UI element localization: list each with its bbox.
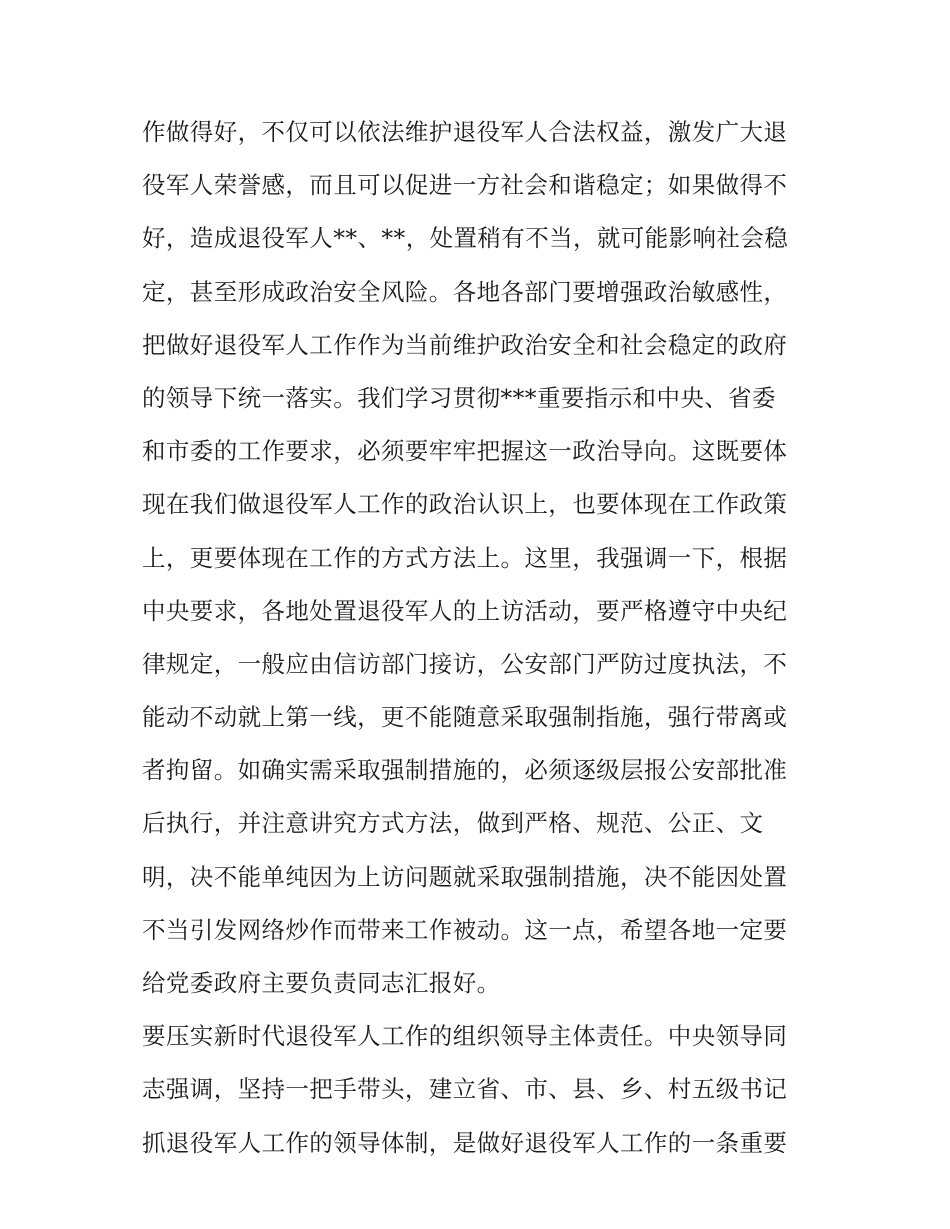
text-line: 抓退役军人工作的领导体制，是做好退役军人工作的一条重要 (142, 1128, 788, 1157)
text-line: 的领导下统一落实。我们学习贯彻***重要指示和中央、省委 (142, 383, 776, 412)
text-line: 和市委的工作要求，必须要牢牢把握这一政治导向。这既要体 (142, 437, 788, 466)
text-line: 志强调，坚持一把手带头，建立省、市、县、乡、村五级书记 (142, 1075, 788, 1104)
text-line: 役军人荣誉感，而且可以促进一方社会和谐稳定；如果做得不 (142, 171, 788, 200)
document-body (142, 106, 822, 1170)
text-line: 现在我们做退役军人工作的政治认识上，也要体现在工作政策 (142, 490, 788, 519)
text-line: 定，甚至形成政治安全风险。各地各部门要增强政治敏感性， (142, 277, 788, 306)
text-line: 者拘留。如确实需采取强制措施的，必须逐级层报公安部批准 (142, 756, 788, 785)
text-line: 中央要求，各地处置退役军人的上访活动，要严格遵守中央纪 (142, 596, 788, 625)
text-line: 给党委政府主要负责同志汇报好。 (142, 969, 501, 997)
text-line: 能动不动就上第一线，更不能随意采取强制指施，强行带离或 (142, 703, 788, 732)
text-line: 把做好退役军人工作作为当前维护政治安全和社会稳定的政府 (142, 330, 788, 359)
text-line: 不当引发网络炒作而带来工作被动。这一点，希望各地一定要 (142, 915, 788, 944)
text-line: 明，决不能单纯因为上访问题就采取强制措施，决不能因处置 (142, 862, 788, 891)
text-line: 好，造成退役军人**、**，处置稍有不当，就可能影响社会稳 (142, 224, 789, 253)
text-line: 要压实新时代退役军人工作的组织领导主体责任。中央领导同 (142, 1022, 788, 1051)
text-line: 作做得好，不仅可以依法维护退役军人合法权益，激发广大退 (142, 118, 788, 146)
text-line: 律规定，一般应由信访部门接访，公安部门严防过度执法，不 (142, 649, 788, 678)
text-line: 上，更要体现在工作的方式方法上。这里，我强调一下，根据 (142, 543, 788, 572)
text-line: 后执行，并注意讲究方式方法，做到严格、规范、公正、文 (142, 809, 764, 838)
